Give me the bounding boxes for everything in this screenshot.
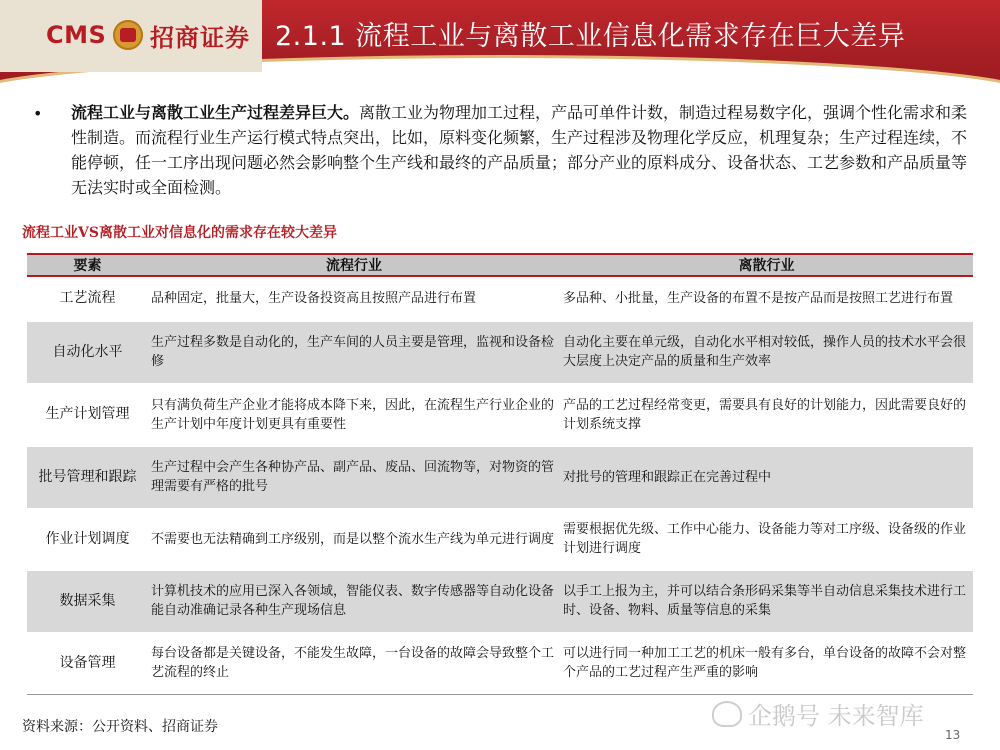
row-process: 生产过程多数是自动化的，生产车间的人员主要是管理，监视和设备检修 [148, 321, 560, 383]
table-row [27, 508, 973, 570]
logo-emblem-icon [113, 20, 143, 50]
row-discrete: 自动化主要在单元级，自动化水平相对较低，操作人员的技术水平会很大层度上决定产品的质量和生产效率 [560, 321, 973, 383]
table-row [27, 632, 973, 694]
row-discrete: 需要根据优先级、工作中心能力、设备能力等对工序级、设备级的作业计划进行调度 [560, 508, 973, 570]
bullet-icon: • [33, 104, 43, 123]
table-row [27, 570, 973, 632]
penguin-icon [712, 701, 742, 727]
logo-chinese: 招商证券 [150, 23, 250, 52]
header-discrete: 离散行业 [560, 254, 973, 276]
row-process: 只有满负荷生产企业才能将成本降下来，因此，在流程生产行业企业的生产计划中年度计划更具有重要性 [148, 383, 560, 446]
row-process: 每台设备都是关键设备，不能发生故障，一台设备的故障会导致整个工艺流程的终止 [148, 632, 560, 694]
header-banner [0, 0, 1000, 88]
row-factor: 自动化水平 [27, 321, 148, 383]
row-factor: 作业计划调度 [27, 508, 148, 570]
logo [0, 0, 262, 72]
row-process: 品种固定，批量大，生产设备投资高且按照产品进行布置 [148, 276, 560, 321]
row-process: 不需要也无法精确到工序级别，而是以整个流水生产线为单元进行调度 [148, 508, 560, 570]
table-header-row [27, 254, 973, 276]
page-number: 13 [945, 728, 961, 742]
comparison-table [27, 253, 973, 695]
row-discrete: 多品种、小批量，生产设备的布置不是按产品而是按照工艺进行布置 [560, 276, 973, 321]
row-discrete: 以手工上报为主，并可以结合条形码采集等半自动信息采集技术进行工时、设备、物料、质量等信息的采集 [560, 570, 973, 632]
row-process: 生产过程中会产生各种协产品、副产品、废品、回流物等，对物资的管理需要有严格的批号 [148, 446, 560, 508]
row-factor: 数据采集 [27, 570, 148, 632]
watermark-text: 企鹅号 未来智库 [748, 702, 924, 730]
header-process: 流程行业 [148, 254, 560, 276]
logo-latin: CMS [46, 21, 107, 49]
row-factor: 生产计划管理 [27, 383, 148, 446]
table-row [27, 383, 973, 446]
row-factor: 批号管理和跟踪 [27, 446, 148, 508]
page-title: 2.1.1 流程工业与离散工业信息化需求存在巨大差异 [275, 21, 906, 52]
table-row [27, 446, 973, 508]
row-discrete: 可以进行同一种加工工艺的机床一般有多台，单台设备的故障不会对整个产品的工艺过程产生严重的影响 [560, 632, 973, 694]
watermark [712, 696, 924, 731]
intro-paragraph [71, 100, 971, 200]
source-note: 资料来源：公开资料、招商证券 [22, 719, 218, 735]
row-discrete: 对批号的管理和跟踪正在完善过程中 [560, 446, 973, 508]
row-discrete: 产品的工艺过程经常变更，需要具有良好的计划能力，因此需要良好的计划系统支撑 [560, 383, 973, 446]
header-factor: 要素 [27, 254, 148, 276]
row-factor: 工艺流程 [27, 276, 148, 321]
table-row [27, 276, 973, 321]
intro-lead: 流程工业与离散工业生产过程差异巨大。 [71, 103, 360, 122]
table-caption: 流程工业VS离散工业对信息化的需求存在较大差异 [22, 225, 337, 241]
row-factor: 设备管理 [27, 632, 148, 694]
table-row [27, 321, 973, 383]
intro-body: 离散工业为物理加工过程，产品可单件计数，制造过程易数字化，强调个性化需求和柔性制造。而流程行业生产运行模式特点突出，比如，原料变化频繁，生产过程涉及物理化学反应，机理复杂；生产过程连续，不能停顿，任一工序出现问题必然会影响整个生产线和最终的产品质量；部分产业的原料成分、设备状态、工艺参数和产品质量等无法实时或全面检测。 [71, 103, 968, 197]
row-process: 计算机技术的应用已深入各领域，智能仪表、数字传感器等自动化设备能自动准确记录各种生产现场信息 [148, 570, 560, 632]
